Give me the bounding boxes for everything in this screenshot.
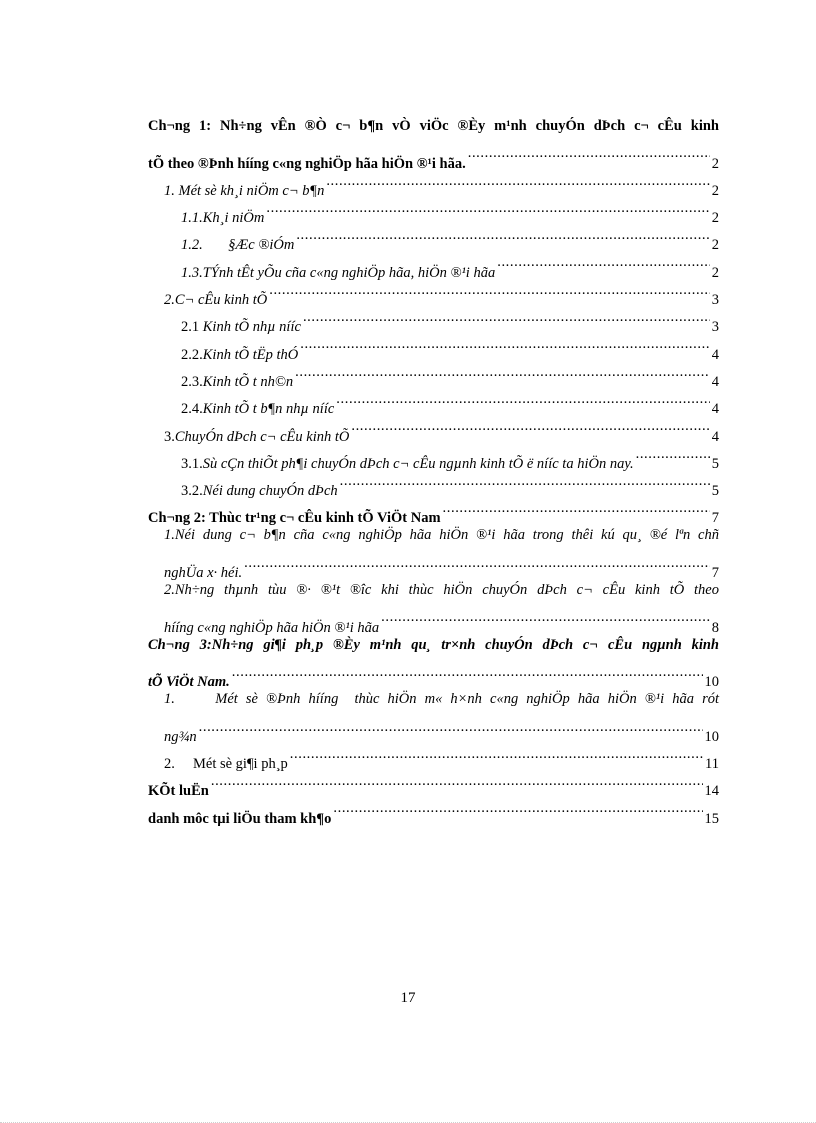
toc-entry-title: 1.2. §Æc ®iÓm [181,237,295,254]
toc-chapter-title: tÕ ViÖt Nam. [148,674,230,691]
dot-leader [290,741,703,768]
toc-page-number: 4 [711,346,719,363]
dot-leader [244,550,710,577]
toc-entry-c3-2 [148,741,719,773]
toc-entry-number: 2.1 [181,319,203,336]
toc-page-number: 11 [705,756,719,773]
dot-leader [199,714,703,741]
toc-entry-c2-1-line-1: 1.Néi dung c¬ b¶n cña c«ng nghiÖp hãa hiÖn ®¹i hãa trong thêi kú qu¸ ®é lªn chñ [164,527,719,544]
toc-page-number: 8 [711,619,719,636]
toc-entry-1-2 [148,222,719,254]
toc-entry-2-2 [148,331,719,363]
toc-entry-2-3 [148,359,719,390]
dot-leader [333,795,702,822]
toc-entry-c3-1 [148,714,719,745]
toc-entry-c2-1 [148,550,719,582]
toc-chapter-3-line-1: Ch¬ng 3:Nh÷ng gi¶i ph¸p ®Èy m¹nh qu¸ tr×nh chuyÓn dÞch c¬ cÊu ngµnh kinh [148,636,719,653]
toc-page-number: 4 [711,401,719,418]
toc-page-number: 2 [711,210,719,227]
toc-page-number: 10 [704,674,719,691]
toc-page-number: 2 [711,182,719,199]
dot-leader [232,659,703,686]
toc-conclusion [148,768,719,800]
toc-chapter-title: Ch¬ng 2: Thùc tr¹ng c¬ cÊu kinh tÕ ViÖt Nam [148,510,441,527]
toc-entry-number: 3.1. [181,455,203,472]
toc-page-number: 3 [711,319,719,336]
toc-entry-2-1 [148,304,719,336]
toc-entry-c2-2 [148,604,719,636]
toc-entry-title: nghÜa x· héi. [164,565,243,582]
dot-leader [381,604,710,631]
toc-entry-title: 1.3.TÝnh tÊt yÕu cña c«ng nghiÖp hãa, hiÖn ®¹i hãa [181,264,496,281]
dot-leader [340,468,710,495]
toc-entry-c2-2-line-1: 2.Nh÷ng thµnh tùu ®· ®¹t ®îc khi thùc hiÖn chuyÓn dÞch c¬ cÊu kinh tÕ theo [164,582,719,599]
toc-entry-title: hííng c«ng nghiÖp hãa hiÖn ®¹i hãa [164,619,380,636]
toc-entry-1-1 [148,195,719,227]
table-of-contents [148,113,719,827]
page-number: 17 [400,990,416,1006]
dot-leader [211,768,703,795]
dot-leader [300,331,710,358]
toc-entry-1-3 [148,249,719,281]
dot-leader [351,413,709,440]
toc-chapter-title: danh môc tµi liÖu tham kh¶o [148,810,332,827]
toc-entry-title: 1.1.Kh¸i niÖm [181,210,265,227]
toc-page-number: 14 [704,783,719,800]
toc-page-number: 10 [704,728,719,745]
toc-page-number: 3 [711,292,719,309]
toc-page-number: 2 [711,155,719,172]
toc-entry-title: ng¾n [164,728,197,745]
toc-entry-label: Kinh tÕ nhµ nííc [202,319,301,336]
toc-entry-number: 3. [164,428,175,445]
toc-page-number: 4 [711,373,719,390]
toc-page-number: 2 [711,264,719,281]
toc-entry-number: 3.2. [181,483,203,500]
toc-entry-title: 2.C¬ cÊu kinh tÕ [164,292,268,309]
toc-entry-number: 2.2. [181,346,203,363]
toc-entry-label: Néi dung chuyÓn dÞch [202,483,338,500]
toc-entry-label: ChuyÓn dÞch c¬ cÊu kinh tÕ [174,428,350,445]
toc-page-number: 4 [711,428,719,445]
toc-chapter-3 [148,659,719,691]
toc-entry-2-4 [148,386,719,418]
dot-leader [497,249,710,276]
toc-page-number: 2 [711,237,719,254]
toc-chapter-title: KÕt luËn [148,783,209,800]
toc-page-number: 15 [704,810,719,827]
toc-entry-label: Sù cÇn thiÕt ph¶i chuyÓn dÞch c¬ cÊu ngµnh kinh tÕ ë nííc ta hiÖn nay. [202,455,634,472]
toc-entry-c3-1-line-1: 1. Mét sè ®Þnh hííng thùc hiÖn m« h×nh c«ng nghiÖp hãa hiÖn ®¹i hãa rót [164,691,719,708]
toc-chapter-2 [148,495,719,527]
toc-page-number: 7 [711,510,719,527]
toc-entry-number: 2.3. [181,373,203,390]
toc-entry-label: Kinh tÕ t b¶n nhµ nííc [202,401,335,418]
toc-page-number: 5 [711,455,719,472]
toc-entry-label: Kinh tÕ t nh©n [202,373,294,390]
dot-leader [296,222,709,249]
toc-chapter-1-line-1: Ch¬ng 1: Nh÷ng vÊn ®Ò c¬ b¶n vÒ viÖc ®Èy m¹nh chuyÓn dÞch c¬ cÊu kinh [148,118,719,134]
toc-page-number: 7 [711,565,719,582]
dot-leader [443,495,710,522]
toc-entry-2 [148,277,719,309]
toc-entry-3 [148,413,719,445]
toc-chapter-1 [148,140,719,172]
toc-entry-3-1 [148,441,719,472]
toc-entry-3-2 [148,468,719,500]
toc-references [148,795,719,827]
dot-leader [303,304,710,331]
toc-entry-label: Kinh tÕ tËp thÓ [202,346,299,363]
dot-leader [295,359,710,386]
dot-leader [266,195,709,222]
toc-entry-title: 1. Mét sè kh¸i niÖm c¬ b¶n [164,182,325,199]
toc-entry-1 [148,168,719,199]
dot-leader [269,277,710,304]
toc-page-number: 5 [711,483,719,500]
toc-entry-number: 2.4. [181,401,203,418]
toc-entry-title: 2. Mét sè gi¶i ph¸p [164,756,288,773]
toc-chapter-1-line-2: tÕ theo ®Þnh hííng c«ng nghiÖp hãa hiÖn ®¹i hãa. [148,155,466,172]
dot-leader [636,441,710,468]
dot-leader [326,168,709,195]
dot-leader [468,140,710,167]
dot-leader [336,386,709,413]
